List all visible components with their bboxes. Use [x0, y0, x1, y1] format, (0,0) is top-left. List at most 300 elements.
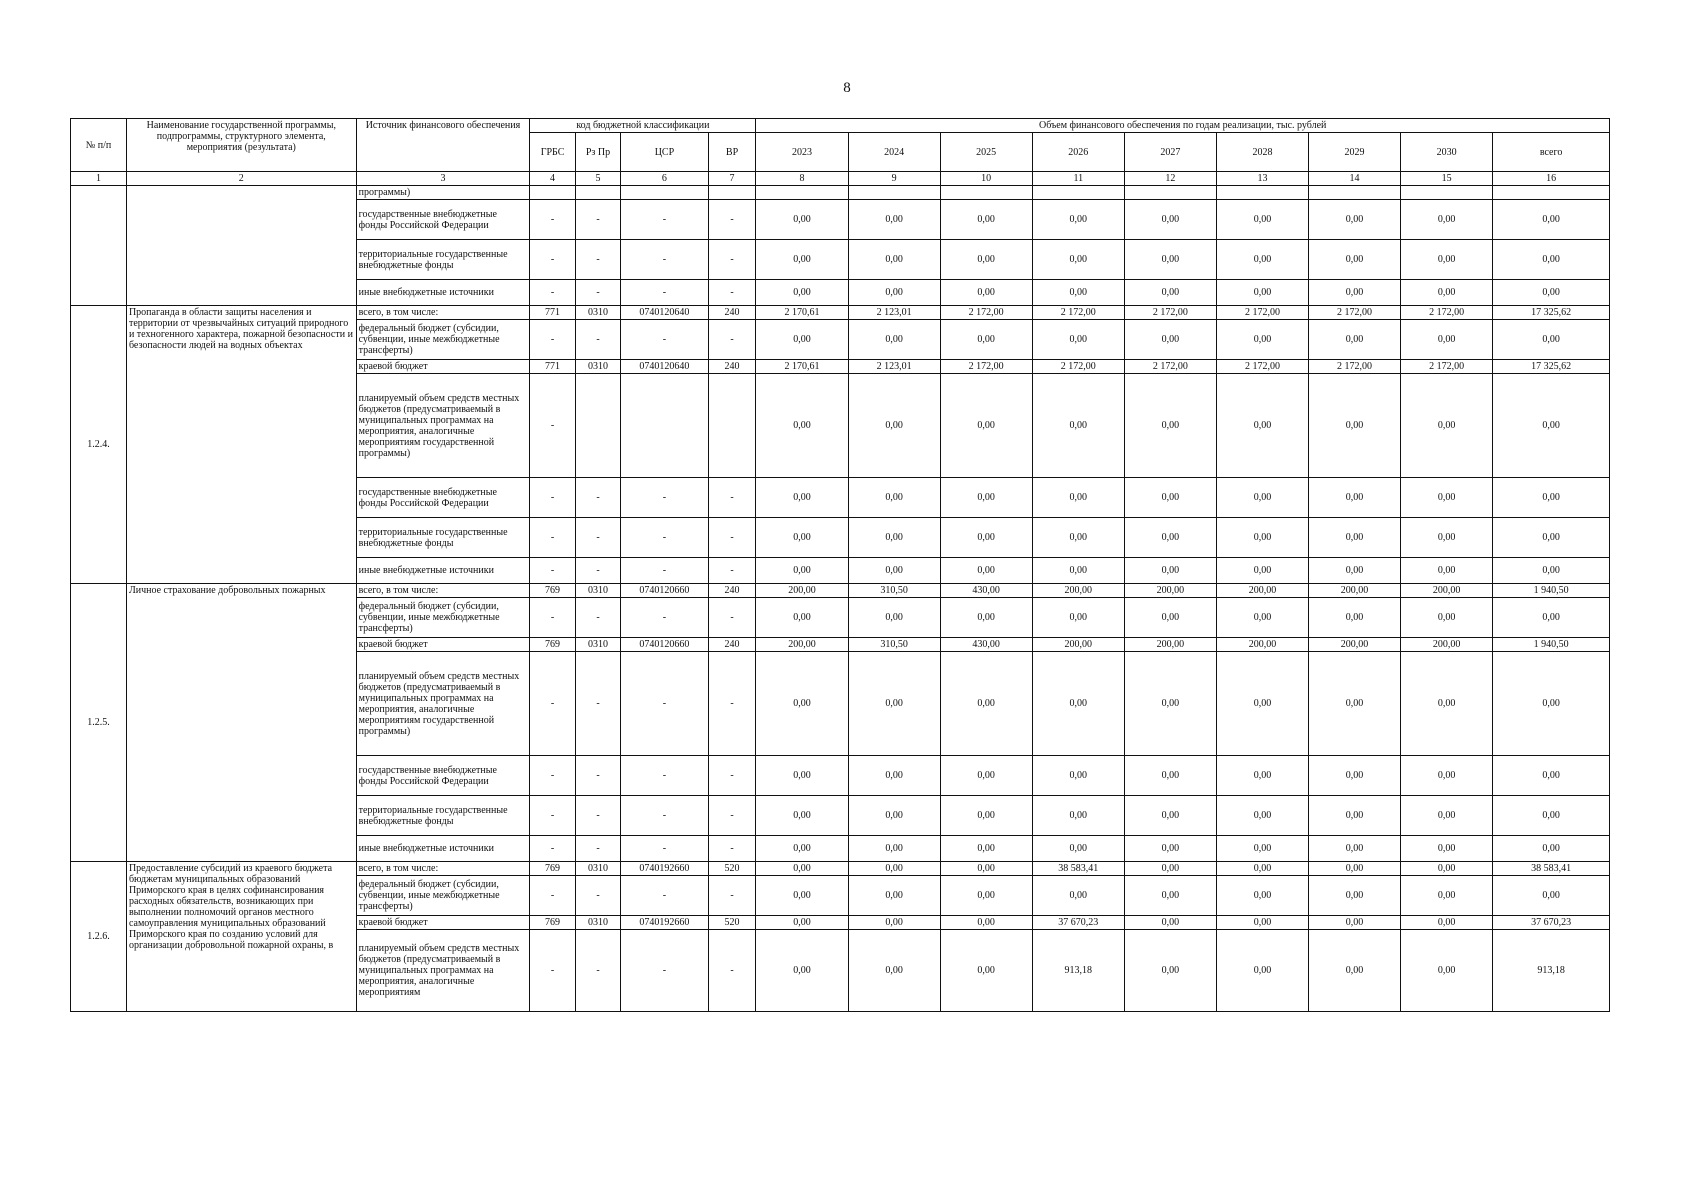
value-cell: 0,00: [940, 518, 1032, 558]
value-cell: 0,00: [1216, 930, 1308, 1012]
budget-code-cell: 771: [530, 360, 575, 374]
funding-source-cell: программы): [356, 186, 530, 200]
value-cell: 310,50: [848, 584, 940, 598]
value-cell: 0,00: [1401, 240, 1493, 280]
header-source: Источник финансового обеспечения: [356, 119, 530, 172]
budget-code-cell: -: [621, 930, 708, 1012]
budget-code-cell: -: [621, 320, 708, 360]
value-cell: 0,00: [1032, 478, 1124, 518]
value-cell: 200,00: [1309, 584, 1401, 598]
column-number: 7: [708, 172, 756, 186]
value-cell: 913,18: [1493, 930, 1610, 1012]
budget-code-cell: -: [708, 796, 756, 836]
funding-source-cell: всего, в том числе:: [356, 584, 530, 598]
value-cell: 0,00: [1309, 478, 1401, 518]
value-cell: 0,00: [1124, 558, 1216, 584]
value-cell: 0,00: [756, 930, 848, 1012]
budget-code-cell: -: [530, 200, 575, 240]
table-row: [71, 584, 1610, 598]
value-cell: 0,00: [756, 836, 848, 862]
value-cell: 0,00: [1216, 478, 1308, 518]
value-cell: 0,00: [1401, 836, 1493, 862]
value-cell: 17 325,62: [1493, 360, 1610, 374]
value-cell: 0,00: [1124, 836, 1216, 862]
value-cell: 2 172,00: [1309, 306, 1401, 320]
value-cell: 0,00: [848, 916, 940, 930]
value-cell: [1124, 186, 1216, 200]
value-cell: 0,00: [1124, 478, 1216, 518]
budget-code-cell: -: [575, 930, 620, 1012]
value-cell: 430,00: [940, 584, 1032, 598]
value-cell: 0,00: [1124, 320, 1216, 360]
value-cell: 0,00: [1309, 240, 1401, 280]
value-cell: 0,00: [1401, 756, 1493, 796]
value-cell: 200,00: [1401, 638, 1493, 652]
budget-code-cell: -: [621, 756, 708, 796]
value-cell: 0,00: [1216, 280, 1308, 306]
budget-code-cell: 0310: [575, 862, 620, 876]
value-cell: 0,00: [848, 558, 940, 584]
budget-code-cell: 0310: [575, 638, 620, 652]
value-cell: 0,00: [1032, 320, 1124, 360]
value-cell: 0,00: [1493, 320, 1610, 360]
header-year-col: 2023: [756, 133, 848, 172]
value-cell: [940, 186, 1032, 200]
value-cell: 0,00: [940, 240, 1032, 280]
value-cell: 0,00: [1493, 558, 1610, 584]
value-cell: 0,00: [1124, 518, 1216, 558]
value-cell: 0,00: [1124, 930, 1216, 1012]
value-cell: 430,00: [940, 638, 1032, 652]
column-number: 10: [940, 172, 1032, 186]
value-cell: 0,00: [940, 200, 1032, 240]
budget-code-cell: -: [575, 652, 620, 756]
item-name-cell: Предоставление субсидий из краевого бюджета бюджетам муниципальных образований Приморского края в целях софинансирования расходных обязательств, возникающих при выполнении полномочий органов местного самоуправления муниципальных образований Приморского края по созданию условий для организации добровольной пожарной охраны, в: [126, 862, 356, 1012]
value-cell: 2 172,00: [1124, 306, 1216, 320]
budget-code-cell: -: [530, 930, 575, 1012]
value-cell: 0,00: [756, 478, 848, 518]
value-cell: 0,00: [940, 836, 1032, 862]
header-code-group: код бюджетной классификации: [530, 119, 756, 133]
budget-code-cell: -: [621, 796, 708, 836]
budget-code-cell: 0740120660: [621, 584, 708, 598]
header-code-col: Рз Пр: [575, 133, 620, 172]
budget-code-cell: 0310: [575, 584, 620, 598]
value-cell: 0,00: [848, 280, 940, 306]
funding-source-cell: краевой бюджет: [356, 360, 530, 374]
value-cell: 0,00: [848, 836, 940, 862]
budget-code-cell: 0310: [575, 360, 620, 374]
value-cell: 1 940,50: [1493, 584, 1610, 598]
value-cell: 200,00: [1216, 638, 1308, 652]
value-cell: 0,00: [1493, 796, 1610, 836]
value-cell: 0,00: [1493, 478, 1610, 518]
table-row: [71, 186, 1610, 200]
funding-source-cell: территориальные государственные внебюджетные фонды: [356, 240, 530, 280]
budget-code-cell: -: [575, 756, 620, 796]
value-cell: 0,00: [1032, 796, 1124, 836]
value-cell: 0,00: [1309, 200, 1401, 240]
budget-code-cell: -: [621, 558, 708, 584]
value-cell: 0,00: [1401, 598, 1493, 638]
budget-code-cell: [621, 374, 708, 478]
value-cell: 200,00: [1216, 584, 1308, 598]
value-cell: 0,00: [940, 796, 1032, 836]
value-cell: 0,00: [1309, 876, 1401, 916]
funding-source-cell: краевой бюджет: [356, 638, 530, 652]
value-cell: 0,00: [1493, 652, 1610, 756]
budget-code-cell: 0310: [575, 916, 620, 930]
value-cell: 0,00: [940, 652, 1032, 756]
budget-code-cell: -: [708, 558, 756, 584]
value-cell: 0,00: [1216, 876, 1308, 916]
value-cell: 0,00: [1032, 836, 1124, 862]
value-cell: 2 172,00: [940, 306, 1032, 320]
value-cell: 0,00: [1309, 518, 1401, 558]
funding-source-cell: иные внебюджетные источники: [356, 280, 530, 306]
value-cell: 2 172,00: [1032, 360, 1124, 374]
value-cell: 0,00: [1216, 862, 1308, 876]
value-cell: 0,00: [756, 518, 848, 558]
budget-code-cell: -: [575, 598, 620, 638]
value-cell: 38 583,41: [1032, 862, 1124, 876]
budget-code-cell: -: [708, 876, 756, 916]
funding-source-cell: иные внебюджетные источники: [356, 836, 530, 862]
column-number: 9: [848, 172, 940, 186]
item-name-cell: Личное страхование добровольных пожарных: [126, 584, 356, 862]
value-cell: 0,00: [756, 374, 848, 478]
budget-code-cell: 0740120640: [621, 306, 708, 320]
column-number: 14: [1309, 172, 1401, 186]
value-cell: 0,00: [1401, 280, 1493, 306]
value-cell: 0,00: [1309, 280, 1401, 306]
budget-code-cell: -: [575, 876, 620, 916]
value-cell: 0,00: [1493, 836, 1610, 862]
funding-source-cell: всего, в том числе:: [356, 306, 530, 320]
value-cell: 2 172,00: [1216, 306, 1308, 320]
value-cell: 0,00: [1401, 916, 1493, 930]
value-cell: 0,00: [1401, 478, 1493, 518]
value-cell: 0,00: [1493, 240, 1610, 280]
column-number: 6: [621, 172, 708, 186]
value-cell: 0,00: [1124, 598, 1216, 638]
budget-code-cell: 240: [708, 360, 756, 374]
value-cell: 0,00: [1124, 876, 1216, 916]
budget-code-cell: -: [530, 756, 575, 796]
budget-code-cell: 520: [708, 862, 756, 876]
budget-code-cell: -: [708, 598, 756, 638]
value-cell: 0,00: [1124, 374, 1216, 478]
table-row: [71, 862, 1610, 876]
value-cell: 0,00: [1032, 652, 1124, 756]
budget-code-cell: -: [708, 652, 756, 756]
budget-code-cell: 0740192660: [621, 862, 708, 876]
budget-code-cell: 769: [530, 638, 575, 652]
value-cell: 0,00: [940, 478, 1032, 518]
value-cell: 0,00: [1401, 374, 1493, 478]
value-cell: 17 325,62: [1493, 306, 1610, 320]
value-cell: 0,00: [756, 598, 848, 638]
value-cell: 0,00: [1032, 200, 1124, 240]
value-cell: 0,00: [1493, 200, 1610, 240]
funding-source-cell: территориальные государственные внебюджетные фонды: [356, 518, 530, 558]
value-cell: 2 172,00: [940, 360, 1032, 374]
value-cell: 0,00: [940, 280, 1032, 306]
budget-code-cell: 520: [708, 916, 756, 930]
value-cell: 2 172,00: [1309, 360, 1401, 374]
value-cell: 1 940,50: [1493, 638, 1610, 652]
column-number: 12: [1124, 172, 1216, 186]
value-cell: 0,00: [1032, 598, 1124, 638]
item-number-cell: 1.2.6.: [71, 862, 127, 1012]
value-cell: 2 172,00: [1124, 360, 1216, 374]
value-cell: 0,00: [940, 558, 1032, 584]
header-year-col: 2026: [1032, 133, 1124, 172]
table-row: [71, 306, 1610, 320]
funding-source-cell: планируемый объем средств местных бюджетов (предусматриваемый в муниципальных программах на мероприятия, аналогичные мероприятиям государственной программы): [356, 652, 530, 756]
value-cell: [1309, 186, 1401, 200]
value-cell: 2 172,00: [1401, 360, 1493, 374]
budget-code-cell: -: [530, 796, 575, 836]
value-cell: 0,00: [1032, 518, 1124, 558]
header-code-col: ЦСР: [621, 133, 708, 172]
value-cell: 0,00: [1309, 916, 1401, 930]
value-cell: 0,00: [848, 862, 940, 876]
value-cell: 913,18: [1032, 930, 1124, 1012]
value-cell: 37 670,23: [1493, 916, 1610, 930]
value-cell: 0,00: [1309, 558, 1401, 584]
budget-code-cell: -: [621, 200, 708, 240]
budget-code-cell: -: [575, 320, 620, 360]
budget-code-cell: -: [575, 240, 620, 280]
budget-code-cell: -: [708, 200, 756, 240]
value-cell: 200,00: [1032, 584, 1124, 598]
value-cell: 0,00: [756, 320, 848, 360]
budget-code-cell: 0740120640: [621, 360, 708, 374]
budget-code-cell: -: [708, 280, 756, 306]
budget-code-cell: -: [708, 756, 756, 796]
header-num: № п/п: [71, 119, 127, 172]
budget-code-cell: -: [530, 652, 575, 756]
budget-code-cell: -: [530, 518, 575, 558]
budget-code-cell: 240: [708, 584, 756, 598]
value-cell: 2 170,61: [756, 360, 848, 374]
value-cell: 0,00: [756, 200, 848, 240]
value-cell: 0,00: [1309, 320, 1401, 360]
value-cell: 0,00: [1401, 200, 1493, 240]
funding-source-cell: федеральный бюджет (субсидии, субвенции, иные межбюджетные трансферты): [356, 876, 530, 916]
budget-code-cell: -: [530, 836, 575, 862]
budget-code-cell: -: [530, 558, 575, 584]
value-cell: 0,00: [848, 240, 940, 280]
value-cell: 0,00: [1124, 916, 1216, 930]
header-year-col: 2025: [940, 133, 1032, 172]
budget-code-cell: -: [621, 518, 708, 558]
value-cell: 0,00: [1401, 518, 1493, 558]
budget-code-cell: -: [621, 876, 708, 916]
budget-code-cell: 0740120660: [621, 638, 708, 652]
value-cell: 0,00: [1124, 796, 1216, 836]
budget-code-cell: -: [575, 200, 620, 240]
value-cell: 0,00: [1309, 652, 1401, 756]
value-cell: 0,00: [848, 478, 940, 518]
value-cell: 0,00: [1309, 796, 1401, 836]
budget-code-cell: [575, 374, 620, 478]
budget-code-cell: -: [575, 518, 620, 558]
value-cell: [1032, 186, 1124, 200]
value-cell: [1216, 186, 1308, 200]
value-cell: 200,00: [1032, 638, 1124, 652]
header-volume-group: Объем финансового обеспечения по годам реализации, тыс. рублей: [756, 119, 1610, 133]
value-cell: 0,00: [1493, 518, 1610, 558]
budget-code-cell: [575, 186, 620, 200]
value-cell: 0,00: [1493, 374, 1610, 478]
budget-code-cell: -: [708, 478, 756, 518]
budget-code-cell: -: [708, 836, 756, 862]
value-cell: 0,00: [756, 796, 848, 836]
header-name: Наименование государственной программы, подпрограммы, структурного элемента, мероприятия (результата): [126, 119, 356, 172]
value-cell: 0,00: [1216, 320, 1308, 360]
column-number: 16: [1493, 172, 1610, 186]
value-cell: 200,00: [1124, 584, 1216, 598]
budget-code-cell: -: [621, 280, 708, 306]
funding-source-cell: всего, в том числе:: [356, 862, 530, 876]
value-cell: 0,00: [1124, 862, 1216, 876]
value-cell: 0,00: [1124, 240, 1216, 280]
value-cell: 0,00: [1216, 598, 1308, 638]
funding-source-cell: краевой бюджет: [356, 916, 530, 930]
value-cell: 200,00: [756, 584, 848, 598]
value-cell: 310,50: [848, 638, 940, 652]
value-cell: 0,00: [756, 652, 848, 756]
value-cell: [1493, 186, 1610, 200]
funding-source-cell: планируемый объем средств местных бюджетов (предусматриваемый в муниципальных программах на мероприятия, аналогичные мероприятиям государственной программы): [356, 374, 530, 478]
value-cell: 0,00: [1124, 652, 1216, 756]
item-number-cell: [71, 186, 127, 306]
column-number: 2: [126, 172, 356, 186]
budget-code-cell: [708, 186, 756, 200]
value-cell: 200,00: [756, 638, 848, 652]
value-cell: 0,00: [1309, 836, 1401, 862]
budget-code-cell: -: [621, 240, 708, 280]
item-name-cell: [126, 186, 356, 306]
value-cell: 0,00: [1216, 200, 1308, 240]
header-year-col: 2027: [1124, 133, 1216, 172]
budget-code-cell: -: [575, 558, 620, 584]
budget-code-cell: 769: [530, 584, 575, 598]
value-cell: 2 172,00: [1216, 360, 1308, 374]
value-cell: 0,00: [1216, 652, 1308, 756]
budget-code-cell: [530, 186, 575, 200]
funding-source-cell: федеральный бюджет (субсидии, субвенции, иные межбюджетные трансферты): [356, 598, 530, 638]
budget-code-cell: 0740192660: [621, 916, 708, 930]
value-cell: 0,00: [1401, 876, 1493, 916]
budget-code-cell: -: [530, 374, 575, 478]
value-cell: 0,00: [848, 756, 940, 796]
value-cell: 0,00: [848, 518, 940, 558]
budget-code-cell: -: [575, 280, 620, 306]
value-cell: 0,00: [1401, 652, 1493, 756]
table-body: [71, 186, 1610, 1012]
column-number: 1: [71, 172, 127, 186]
value-cell: 0,00: [940, 876, 1032, 916]
funding-source-cell: планируемый объем средств местных бюджетов (предусматриваемый в муниципальных программах на мероприятия, аналогичные мероприятиям: [356, 930, 530, 1012]
value-cell: 0,00: [1216, 518, 1308, 558]
value-cell: 0,00: [756, 916, 848, 930]
budget-code-cell: 769: [530, 916, 575, 930]
value-cell: [848, 186, 940, 200]
budget-code-cell: -: [530, 320, 575, 360]
value-cell: 0,00: [848, 200, 940, 240]
column-number-row: [71, 172, 1610, 186]
value-cell: 0,00: [1032, 558, 1124, 584]
value-cell: 0,00: [756, 862, 848, 876]
header-year-col: 2029: [1309, 133, 1401, 172]
value-cell: 2 123,01: [848, 360, 940, 374]
funding-source-cell: территориальные государственные внебюджетные фонды: [356, 796, 530, 836]
budget-code-cell: -: [708, 320, 756, 360]
page-number: 8: [843, 80, 851, 96]
value-cell: 0,00: [848, 796, 940, 836]
value-cell: 0,00: [940, 320, 1032, 360]
value-cell: 0,00: [756, 280, 848, 306]
budget-code-cell: -: [575, 796, 620, 836]
budget-code-cell: -: [708, 930, 756, 1012]
value-cell: 0,00: [848, 652, 940, 756]
value-cell: 37 670,23: [1032, 916, 1124, 930]
funding-source-cell: государственные внебюджетные фонды Российской Федерации: [356, 756, 530, 796]
value-cell: 0,00: [1401, 862, 1493, 876]
value-cell: 0,00: [1216, 558, 1308, 584]
value-cell: 0,00: [1493, 598, 1610, 638]
item-number-cell: 1.2.4.: [71, 306, 127, 584]
value-cell: 0,00: [940, 374, 1032, 478]
value-cell: 0,00: [1493, 876, 1610, 916]
value-cell: 0,00: [1032, 280, 1124, 306]
budget-code-cell: -: [621, 598, 708, 638]
value-cell: 0,00: [1216, 836, 1308, 862]
value-cell: 2 170,61: [756, 306, 848, 320]
budget-code-cell: -: [708, 518, 756, 558]
value-cell: 0,00: [756, 558, 848, 584]
value-cell: 0,00: [940, 862, 1032, 876]
budget-code-cell: -: [530, 280, 575, 306]
budget-code-cell: -: [530, 478, 575, 518]
budget-code-cell: 771: [530, 306, 575, 320]
budget-code-cell: 0310: [575, 306, 620, 320]
value-cell: 0,00: [848, 320, 940, 360]
value-cell: [756, 186, 848, 200]
value-cell: 0,00: [1493, 280, 1610, 306]
budget-code-cell: -: [530, 598, 575, 638]
value-cell: 200,00: [1309, 638, 1401, 652]
value-cell: 0,00: [1309, 930, 1401, 1012]
value-cell: 0,00: [1493, 756, 1610, 796]
value-cell: 0,00: [940, 756, 1032, 796]
value-cell: 2 172,00: [1401, 306, 1493, 320]
header-year-col: 2030: [1401, 133, 1493, 172]
budget-code-cell: [708, 374, 756, 478]
value-cell: 0,00: [1124, 280, 1216, 306]
value-cell: 200,00: [1124, 638, 1216, 652]
value-cell: 0,00: [756, 876, 848, 916]
column-number: 15: [1401, 172, 1493, 186]
item-number-cell: 1.2.5.: [71, 584, 127, 862]
value-cell: 0,00: [1124, 756, 1216, 796]
value-cell: 0,00: [848, 876, 940, 916]
item-name-cell: Пропаганда в области защиты населения и территории от чрезвычайных ситуаций природного и техногенного характера, пожарной безопасности и безопасности людей на водных объектах: [126, 306, 356, 584]
value-cell: 0,00: [940, 930, 1032, 1012]
